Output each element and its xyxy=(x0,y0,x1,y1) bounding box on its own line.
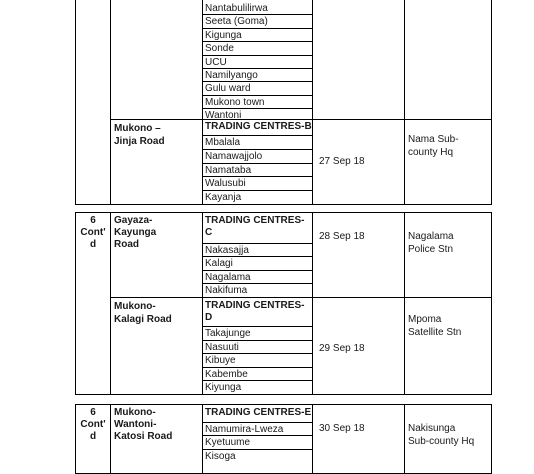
trading-centre-item: Wantoni xyxy=(205,110,242,122)
row-number: 6 xyxy=(90,215,96,226)
column-divider xyxy=(110,0,111,204)
trading-centre-item: Kayanja xyxy=(205,192,242,204)
venue: Mpoma xyxy=(408,314,442,325)
road-name-line2: Kayunga xyxy=(114,227,157,238)
trading-centre-item: Namataba xyxy=(205,164,252,176)
trading-centre-item: Kiyunga xyxy=(205,382,242,394)
trading-centre-item: Nasuuti xyxy=(205,341,239,353)
schedule-block-1 xyxy=(75,0,492,205)
column-divider xyxy=(110,405,111,473)
venue-line2: county Hq xyxy=(408,147,454,158)
road-name-line2: Wantoni- xyxy=(114,419,157,430)
trading-centre-item: Mukono town xyxy=(205,96,265,108)
meeting-date: 27 Sep 18 xyxy=(319,156,365,167)
road-name: Mukono- xyxy=(114,301,156,312)
road-name-line3: Road xyxy=(114,239,139,250)
column-divider xyxy=(404,0,405,204)
column-divider xyxy=(404,405,405,473)
column-divider xyxy=(312,0,313,204)
venue: Nama Sub- xyxy=(408,134,459,145)
road-name: Gayaza- xyxy=(114,215,153,226)
row-number: 6 xyxy=(90,407,96,418)
trading-centre-item: Kibuye xyxy=(205,355,236,367)
venue-line2: Police Stn xyxy=(408,244,454,255)
trading-centres-header: TRADING CENTRES-B xyxy=(205,121,312,132)
trading-centre-item: Seeta (Goma) xyxy=(205,16,268,28)
trading-centre-item: Kalagi xyxy=(205,258,233,270)
trading-centre-item: Nantabulilirwa xyxy=(205,3,268,14)
trading-centres-header-line2: D xyxy=(205,312,213,323)
road-name-line2: Kalagi Road xyxy=(114,314,172,325)
column-divider xyxy=(110,213,111,394)
road-name-line3: Katosi Road xyxy=(114,431,173,442)
trading-centre-item: Nagalama xyxy=(205,271,251,283)
trading-centres-header: TRADING CENTRES-E xyxy=(205,407,312,418)
trading-centre-item: Nakasajja xyxy=(205,245,249,256)
column-divider xyxy=(404,213,405,394)
trading-centre-item: Walusubi xyxy=(205,178,246,190)
row-number-cont-d: d xyxy=(89,239,97,250)
trading-centre-item: Kyetuume xyxy=(205,437,251,449)
trading-centre-item: Sonde xyxy=(205,43,234,55)
trading-centres-header: TRADING CENTRES- xyxy=(205,215,305,226)
row-number-cont: Cont' xyxy=(80,419,106,430)
meeting-date: 29 Sep 18 xyxy=(319,343,365,354)
trading-centre-item: Kisoga xyxy=(205,450,236,462)
meeting-date: 28 Sep 18 xyxy=(319,231,365,242)
trading-centre-item: Kabembe xyxy=(205,368,248,380)
trading-centres-header: TRADING CENTRES- xyxy=(205,300,305,311)
trading-centre-item: Namilyango xyxy=(205,70,258,81)
road-name: Mukono- xyxy=(114,407,156,418)
meeting-date: 30 Sep 18 xyxy=(319,423,365,434)
trading-centre-item: Nakifuma xyxy=(205,285,248,297)
column-divider xyxy=(312,405,313,473)
venue-line2: Satellite Stn xyxy=(408,327,462,338)
venue: Nakisunga xyxy=(408,423,456,434)
venue: Nagalama xyxy=(408,231,454,242)
trading-centre-item: Namumira-Lweza xyxy=(205,424,284,435)
schedule-block-2 xyxy=(75,212,492,395)
trading-centre-item: Takajunge xyxy=(205,328,251,339)
trading-centre-item: UCU xyxy=(205,56,227,68)
row-number-cont-d: d xyxy=(89,431,97,442)
trading-centre-item: Gulu ward xyxy=(205,83,251,95)
row-number-cont: Cont' xyxy=(80,227,106,238)
road-name: Mukono – xyxy=(114,123,161,134)
venue-line2: Sub-county Hq xyxy=(408,436,475,447)
trading-centre-item: Namawajjolo xyxy=(205,150,263,162)
road-name-line2: Jinja Road xyxy=(114,136,165,147)
trading-centres-header-line2: C xyxy=(205,227,213,238)
trading-centre-item: Kigunga xyxy=(205,29,242,41)
column-divider xyxy=(312,213,313,394)
trading-centre-item: Mbalala xyxy=(205,137,241,148)
